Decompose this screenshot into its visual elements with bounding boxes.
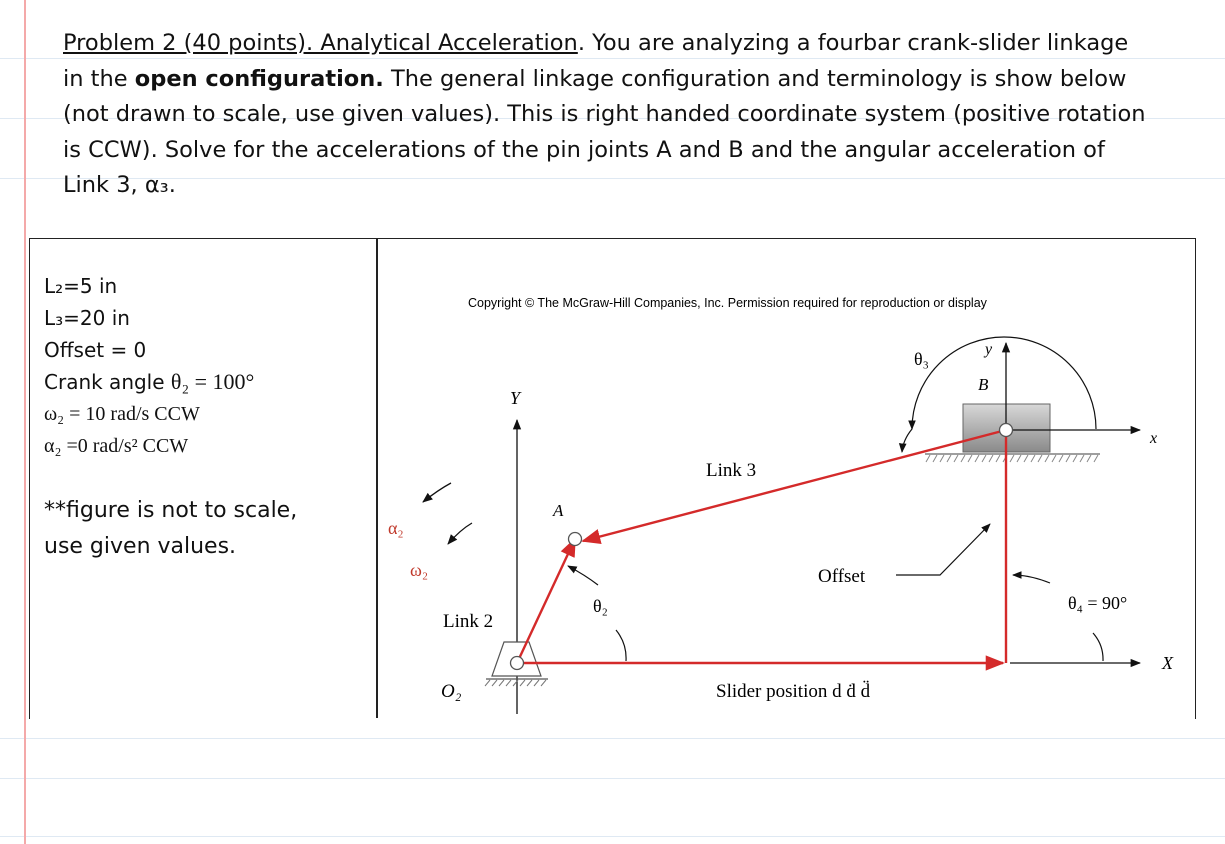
theta4-arc xyxy=(1093,633,1103,661)
offset-pointer xyxy=(896,524,990,575)
problem-line-2-pre: in the xyxy=(63,65,135,92)
given-l2: L₂=5 in xyxy=(44,274,118,298)
given-offset: Offset = 0 xyxy=(44,338,147,362)
offset-label: Offset xyxy=(818,566,866,587)
ruled-line xyxy=(0,836,1225,837)
link3-label: Link 3 xyxy=(706,460,757,481)
link3-vector xyxy=(583,430,1006,541)
y-axis-label: Y xyxy=(510,388,521,408)
slider-position-label: Slider position d ḋ d̈ xyxy=(716,681,871,702)
local-x-label: x xyxy=(1150,430,1158,447)
problem-line-4: is CCW). Solve for the accelerations of the pin joints A and B and the angular acceleration of xyxy=(63,136,1105,163)
theta4-label: θ₄ = 90° xyxy=(1068,593,1128,613)
point-b-label: B xyxy=(978,375,989,394)
theta3-label: θ₃ xyxy=(914,349,929,369)
alpha2-arrow xyxy=(423,483,451,502)
given-omega: ω₂ = 10 rad/s CCW xyxy=(44,403,200,425)
problem-line-5: Link 3, α₃. xyxy=(63,172,176,198)
omega2-arrow xyxy=(448,523,472,544)
margin-line xyxy=(24,0,26,844)
theta2-arc xyxy=(616,630,626,661)
local-y-label: y xyxy=(985,341,993,358)
theta2-label: θ₂ xyxy=(593,596,608,616)
pin-a xyxy=(569,533,582,546)
point-a-label: A xyxy=(553,501,564,520)
ruled-line xyxy=(0,738,1225,739)
scale-note-line-1: **figure is not to scale, xyxy=(44,498,298,523)
pin-o2 xyxy=(511,657,524,670)
alpha2-label: α₂ xyxy=(388,518,404,538)
scale-note-line-2: use given values. xyxy=(44,534,237,559)
omega2-label: ω₂ xyxy=(410,560,429,580)
given-l3: L₃=20 in xyxy=(44,306,130,330)
problem-line-2-post: The general linkage configuration and terminology is show below xyxy=(383,65,1127,92)
crank-angle-label: Crank angle xyxy=(44,370,171,394)
copyright-text: Copyright © The McGraw-Hill Companies, Inc. Permission required for reproduction or display xyxy=(468,296,987,310)
problem-line-1 xyxy=(63,26,1203,62)
slider-block xyxy=(925,404,1100,462)
crank-angle-value: θ₂ = 100° xyxy=(170,369,255,394)
given-crank-angle xyxy=(44,366,254,398)
link2-label: Link 2 xyxy=(443,611,494,632)
ruled-line xyxy=(0,778,1225,779)
o2-label: O₂ xyxy=(441,681,462,702)
theta3-arrow xyxy=(902,429,912,452)
x-axis-label: X xyxy=(1162,653,1173,673)
problem-line-3: (not drawn to scale, use given values). This is right handed coordinate system (positive rotation xyxy=(63,101,1146,127)
theta2-pointer xyxy=(568,566,598,585)
given-values xyxy=(44,270,254,462)
pin-b xyxy=(1000,424,1013,437)
scale-note xyxy=(44,493,297,565)
link2-vector xyxy=(517,539,575,663)
problem-line-2 xyxy=(63,62,1203,98)
open-configuration-text: open configuration. xyxy=(134,65,384,92)
problem-statement xyxy=(63,26,1203,204)
theta4-pointer xyxy=(1013,575,1050,583)
problem-line-1-text: . You are analyzing a fourbar crank-slider linkage xyxy=(577,30,1129,56)
given-alpha: α₂ =0 rad/s² CCW xyxy=(44,435,189,457)
linkage-diagram xyxy=(378,240,1192,718)
problem-heading: Problem 2 (40 points). Analytical Acceleration xyxy=(63,30,578,56)
